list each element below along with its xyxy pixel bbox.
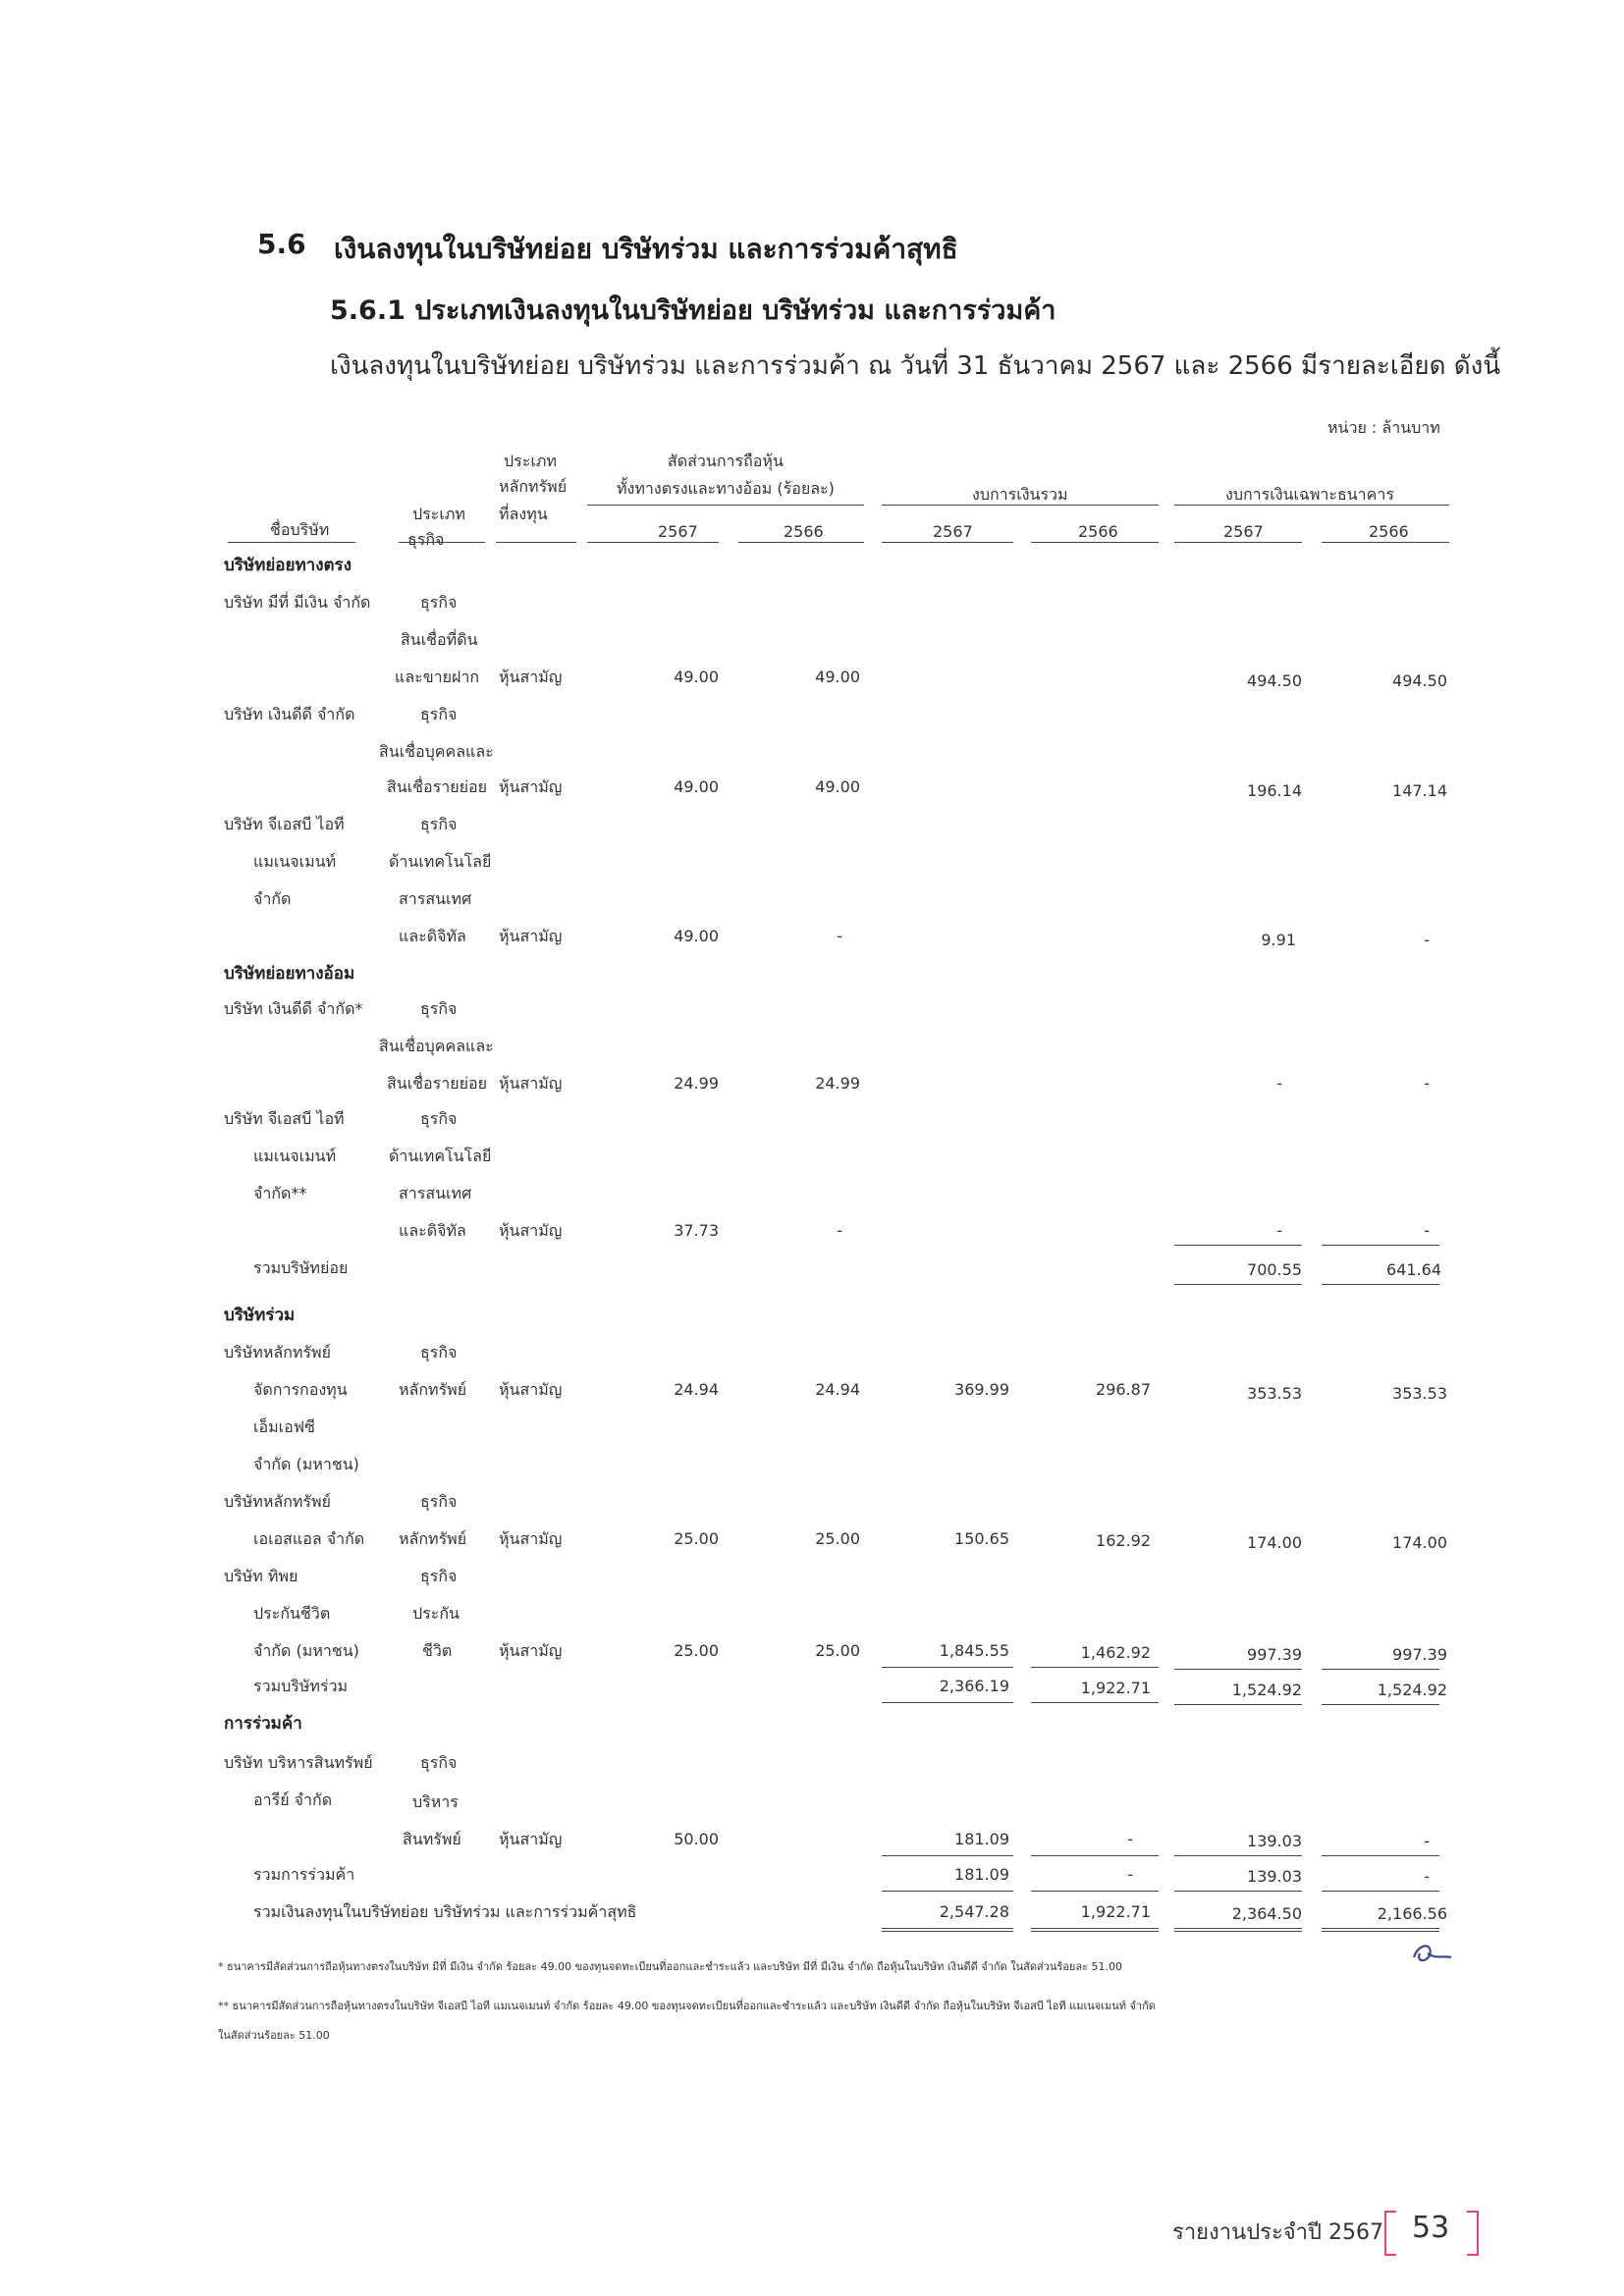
row7-separate-2566: 174.00 <box>1392 1533 1447 1552</box>
jv-total-c66: - <box>1127 1865 1133 1884</box>
header-separate-rule <box>1174 505 1449 506</box>
subsidiaries-total-label: รวมบริษัทย่อย <box>253 1258 349 1277</box>
header-security-type-2: หลักทรัพย์ <box>499 477 568 496</box>
row3-security: หุ้นสามัญ <box>499 927 563 945</box>
row3-biz-1: ธุรกิจ <box>420 815 458 833</box>
grand-underline-s67 <box>1174 1928 1302 1932</box>
row3-company-3: จำกัด <box>253 889 292 908</box>
row5-biz-3: สารสนเทศ <box>399 1184 472 1202</box>
footnote-1: * ธนาคารมีสัดส่วนการถือหุ้นทางตรงในบริษัท มีที่ มีเงิน จำกัด ร้อยละ 49.00 ของทุนจดทะเบียนที่ออกและชำระแล้ว และบริษัท มีที่ มีเงิน จำกัด ถือหุ้นในบริษัท เงินดีดี จำกัด ในสัดส่วนร้อยละ 51.00 <box>218 1960 1122 1973</box>
jv-rule-c67 <box>882 1855 1013 1856</box>
row7-consolidated-2566: 162.92 <box>1096 1531 1151 1550</box>
jv-underline-c67 <box>882 1891 1013 1892</box>
row1-biz-2: สินเชื่อที่ดิน <box>401 630 478 649</box>
assoc-rule-c67 <box>882 1667 1013 1668</box>
jv-rule-s66 <box>1322 1855 1439 1856</box>
jv-underline-c66 <box>1031 1891 1159 1892</box>
associates-total-s67: 1,524.92 <box>1231 1681 1302 1699</box>
row4-security: หุ้นสามัญ <box>499 1074 563 1093</box>
row1-holding-2566: 49.00 <box>815 667 860 686</box>
row3-biz-2: ด้านเทคโนโลยี <box>389 852 492 871</box>
section-number: 5.6 <box>257 228 306 260</box>
grand-underline-s66 <box>1322 1928 1439 1932</box>
row6-company-1: บริษัทหลักทรัพย์ <box>224 1343 331 1362</box>
grand-total-label: รวมเงินลงทุนในบริษัทย่อย บริษัทร่วม และการร่วมค้าสุทธิ <box>253 1902 637 1921</box>
row8-company-2: ประกันชีวิต <box>253 1604 331 1623</box>
row8-consolidated-2566: 1,462.92 <box>1080 1643 1151 1662</box>
row5-company-2: แมเนจเมนท์ <box>253 1147 337 1165</box>
sub-total-underline-s66 <box>1322 1284 1439 1285</box>
jv-rule-c66 <box>1031 1855 1159 1856</box>
grand-underline-c67 <box>882 1928 1013 1932</box>
page-bracket-right <box>1467 2211 1479 2256</box>
row6-holding-2567: 24.94 <box>674 1380 719 1399</box>
header-holding-2566: 2566 <box>784 522 824 541</box>
row7-holding-2567: 25.00 <box>674 1529 719 1548</box>
row3-separate-2567: 9.91 <box>1261 931 1296 949</box>
assoc-rule-s66 <box>1322 1669 1439 1670</box>
row9-company-2: อารีย์ จำกัด <box>253 1790 333 1809</box>
grand-total-c66: 1,922.71 <box>1080 1902 1151 1921</box>
intro-paragraph: เงินลงทุนในบริษัทย่อย บริษัทร่วม และการร่วมค้า ณ วันที่ 31 ธันวาคม 2567 และ 2566 มีรายละเอียด ดังนี้ <box>330 351 1501 381</box>
jv-total-label: รวมการร่วมค้า <box>253 1865 355 1884</box>
subsidiaries-total-s67: 700.55 <box>1247 1260 1302 1279</box>
subsection-title: 5.6.1 ประเภทเงินลงทุนในบริษัทย่อย บริษัทร่วม และการร่วมค้า <box>330 295 1056 326</box>
row9-consolidated-2567: 181.09 <box>954 1830 1009 1848</box>
grand-underline-c66 <box>1031 1928 1159 1932</box>
row3-company-2: แมเนจเมนท์ <box>253 852 337 871</box>
row4-separate-2567: - <box>1276 1074 1282 1093</box>
header-h66-rule <box>738 542 864 543</box>
row9-separate-2566: - <box>1424 1832 1430 1850</box>
row6-biz-2: หลักทรัพย์ <box>399 1380 467 1399</box>
header-consolidated-rule <box>882 505 1159 506</box>
row5-company-1: บริษัท จีเอสบี ไอที <box>224 1109 345 1128</box>
header-h67-rule <box>587 542 719 543</box>
row6-holding-2566: 24.94 <box>815 1380 860 1399</box>
unit-label: หน่วย : ล้านบาท <box>1327 418 1440 437</box>
row9-biz-2: บริหาร <box>412 1792 459 1811</box>
row2-company: บริษัท เงินดีดี จำกัด <box>224 705 355 723</box>
page-number: 53 <box>1412 2211 1450 2245</box>
header-biz-rule <box>399 542 485 543</box>
associates-total-c67: 2,366.19 <box>939 1677 1009 1695</box>
row1-company: บริษัท มีที่ มีเงิน จำกัด <box>224 593 371 612</box>
row7-consolidated-2567: 150.65 <box>954 1529 1009 1548</box>
row3-company-1: บริษัท จีเอสบี ไอที <box>224 815 345 833</box>
row7-company-1: บริษัทหลักทรัพย์ <box>224 1492 331 1511</box>
row6-separate-2566: 353.53 <box>1392 1384 1447 1403</box>
row7-security: หุ้นสามัญ <box>499 1529 563 1548</box>
row4-separate-2566: - <box>1424 1074 1430 1093</box>
header-consolidated: งบการเงินรวม <box>972 485 1068 504</box>
row9-holding-2567: 50.00 <box>674 1830 719 1848</box>
row3-biz-4: และดิจิทัล <box>399 927 466 945</box>
row2-holding-2566: 49.00 <box>815 777 860 796</box>
row4-holding-2567: 24.99 <box>674 1074 719 1093</box>
row2-security: หุ้นสามัญ <box>499 777 563 796</box>
header-holding-1: สัดส่วนการถือหุ้น <box>668 452 784 470</box>
assoc-underline-s66 <box>1322 1704 1439 1705</box>
footnote-3: ในสัดส่วนร้อยละ 51.00 <box>218 2029 330 2042</box>
header-business-type-2: ธุรกิจ <box>407 530 445 549</box>
row6-consolidated-2566: 296.87 <box>1096 1380 1151 1399</box>
header-consolidated-2567: 2567 <box>933 522 973 541</box>
row5-separate-2567: - <box>1276 1221 1282 1240</box>
sub-total-rule-s67 <box>1174 1245 1302 1246</box>
signature-mark <box>1410 1940 1455 1965</box>
row8-company-1: บริษัท ทิพย <box>224 1567 298 1585</box>
row5-separate-2566: - <box>1424 1221 1430 1240</box>
jv-total-s67: 139.03 <box>1247 1867 1302 1886</box>
row3-biz-3: สารสนเทศ <box>399 889 472 908</box>
header-holding-rule <box>587 505 864 506</box>
header-security-type-1: ประเภท <box>504 452 557 470</box>
row7-holding-2566: 25.00 <box>815 1529 860 1548</box>
row1-biz-3: และขายฝาก <box>395 667 480 686</box>
row5-biz-1: ธุรกิจ <box>420 1109 458 1128</box>
section-joint-venture: การร่วมค้า <box>224 1714 302 1734</box>
grand-total-s66: 2,166.56 <box>1377 1904 1447 1923</box>
row4-holding-2566: 24.99 <box>815 1074 860 1093</box>
section-associates: บริษัทร่วม <box>224 1306 296 1325</box>
header-security-type-3: ที่ลงทุน <box>499 505 548 523</box>
row8-holding-2567: 25.00 <box>674 1641 719 1660</box>
header-sec-rule <box>496 542 576 543</box>
header-s67-rule <box>1174 542 1302 543</box>
row4-company: บริษัท เงินดีดี จำกัด* <box>224 999 363 1018</box>
assoc-rule-s67 <box>1174 1669 1302 1670</box>
row5-holding-2567: 37.73 <box>674 1221 719 1240</box>
row5-biz-2: ด้านเทคโนโลยี <box>389 1147 492 1165</box>
row8-security: หุ้นสามัญ <box>499 1641 563 1660</box>
header-company-rule <box>228 542 355 543</box>
footnote-2: ** ธนาคารมีสัดส่วนการถือหุ้นทางตรงในบริษัท จีเอสบี ไอที แมเนจเมนท์ จำกัด ร้อยละ 49.00 ของทุนจดทะเบียนที่ออกและชำระแล้ว และบริษัท เงินดีดี จำกัด ถือหุ้นในบริษัท จีเอสบี ไอที แมเนจเมนท์ จำกัด <box>218 2000 1156 2012</box>
header-holding-2: ทั้งทางตรงและทางอ้อม (ร้อยละ) <box>617 479 835 498</box>
jv-total-s66: - <box>1424 1867 1430 1886</box>
row6-security: หุ้นสามัญ <box>499 1380 563 1399</box>
row9-consolidated-2566: - <box>1127 1830 1133 1848</box>
row5-holding-2566: - <box>837 1221 842 1240</box>
row9-security: หุ้นสามัญ <box>499 1830 563 1848</box>
grand-total-c67: 2,547.28 <box>939 1902 1009 1921</box>
row2-separate-2566: 147.14 <box>1392 781 1447 800</box>
associates-total-c66: 1,922.71 <box>1080 1679 1151 1697</box>
row9-separate-2567: 139.03 <box>1247 1832 1302 1850</box>
row1-separate-2566: 494.50 <box>1392 671 1447 690</box>
header-separate-2567: 2567 <box>1223 522 1264 541</box>
row4-biz-2: สินเชื่อบุคคลและ <box>379 1037 494 1055</box>
header-consolidated-2566: 2566 <box>1078 522 1118 541</box>
row2-biz-1: ธุรกิจ <box>420 705 458 723</box>
page-bracket-left <box>1384 2211 1396 2256</box>
row1-holding-2567: 49.00 <box>674 667 719 686</box>
row8-company-3: จำกัด (มหาชน) <box>253 1641 359 1660</box>
report-title: รายงานประจำปี 2567 <box>1172 2220 1383 2245</box>
row8-biz-2: ประกัน <box>412 1604 460 1623</box>
row5-security: หุ้นสามัญ <box>499 1221 563 1240</box>
row2-biz-2: สินเชื่อบุคคลและ <box>379 742 494 761</box>
row1-biz-1: ธุรกิจ <box>420 593 458 612</box>
row6-company-2: จัดการกองทุน <box>253 1380 348 1399</box>
sub-total-underline-s67 <box>1174 1284 1302 1285</box>
grand-total-s67: 2,364.50 <box>1231 1904 1302 1923</box>
row7-company-2: เอเอสแอล จำกัด <box>253 1529 365 1548</box>
section-title: เงินลงทุนในบริษัทย่อย บริษัทร่วม และการร่วมค้าสุทธิ <box>334 233 958 265</box>
row6-separate-2567: 353.53 <box>1247 1384 1302 1403</box>
header-s66-rule <box>1322 542 1449 543</box>
row4-biz-3: สินเชื่อรายย่อย <box>387 1074 487 1093</box>
row5-company-3: จำกัด** <box>253 1184 307 1202</box>
row1-security: หุ้นสามัญ <box>499 667 563 686</box>
row7-separate-2567: 174.00 <box>1247 1533 1302 1552</box>
row8-biz-3: ชีวิต <box>422 1641 453 1660</box>
section-direct-subsidiaries: บริษัทย่อยทางตรง <box>224 556 352 575</box>
row3-separate-2566: - <box>1424 931 1430 949</box>
row8-consolidated-2567: 1,845.55 <box>939 1641 1009 1660</box>
row3-holding-2567: 49.00 <box>674 927 719 945</box>
header-separate: งบการเงินเฉพาะธนาคาร <box>1225 485 1394 504</box>
row6-company-3: เอ็มเอฟซี <box>253 1417 315 1436</box>
associates-total-label: รวมบริษัทร่วม <box>253 1677 349 1695</box>
row2-holding-2567: 49.00 <box>674 777 719 796</box>
row8-separate-2567: 997.39 <box>1247 1645 1302 1664</box>
jv-underline-s66 <box>1322 1891 1439 1892</box>
subsidiaries-total-s66: 641.64 <box>1386 1260 1441 1279</box>
row6-company-4: จำกัด (มหาชน) <box>253 1455 359 1473</box>
row9-biz-1: ธุรกิจ <box>420 1753 458 1772</box>
associates-total-s66: 1,524.92 <box>1377 1681 1447 1699</box>
row4-biz-1: ธุรกิจ <box>420 999 458 1018</box>
section-indirect-subsidiaries: บริษัทย่อยทางอ้อม <box>224 964 355 984</box>
row8-biz-1: ธุรกิจ <box>420 1567 458 1585</box>
header-c67-rule <box>882 542 1013 543</box>
row7-biz-2: หลักทรัพย์ <box>399 1529 467 1548</box>
row5-biz-4: และดิจิทัล <box>399 1221 466 1240</box>
header-c66-rule <box>1031 542 1159 543</box>
header-holding-2567: 2567 <box>658 522 698 541</box>
header-separate-2566: 2566 <box>1369 522 1409 541</box>
jv-rule-s67 <box>1174 1855 1302 1856</box>
assoc-rule-c66 <box>1031 1667 1159 1668</box>
row8-separate-2566: 997.39 <box>1392 1645 1447 1664</box>
assoc-underline-c66 <box>1031 1702 1159 1703</box>
row2-biz-3: สินเชื่อรายย่อย <box>387 777 487 796</box>
row7-biz-1: ธุรกิจ <box>420 1492 458 1511</box>
sub-total-rule-s66 <box>1322 1245 1439 1246</box>
assoc-underline-s67 <box>1174 1704 1302 1705</box>
row8-holding-2566: 25.00 <box>815 1641 860 1660</box>
row6-consolidated-2567: 369.99 <box>954 1380 1009 1399</box>
row3-holding-2566: - <box>837 927 842 945</box>
row9-biz-3: สินทรัพย์ <box>403 1830 461 1848</box>
jv-underline-s67 <box>1174 1891 1302 1892</box>
row2-separate-2567: 196.14 <box>1247 781 1302 800</box>
assoc-underline-c67 <box>882 1702 1013 1703</box>
row1-separate-2567: 494.50 <box>1247 671 1302 690</box>
header-business-type-1: ประเภท <box>412 505 465 523</box>
jv-total-c67: 181.09 <box>954 1865 1009 1884</box>
row6-biz-1: ธุรกิจ <box>420 1343 458 1362</box>
row9-company-1: บริษัท บริหารสินทรัพย์ <box>224 1753 373 1772</box>
header-company: ชื่อบริษัท <box>270 520 330 539</box>
